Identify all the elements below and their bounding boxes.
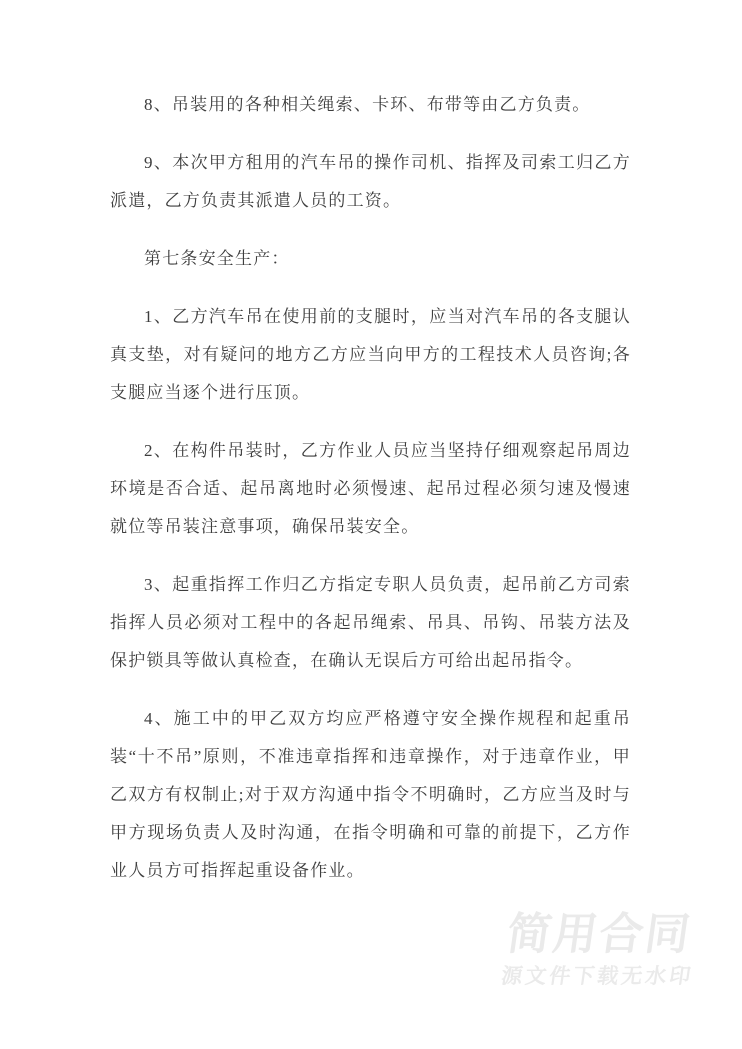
watermark [500, 912, 703, 989]
watermark-tagline-text: 源文件下载无水印 [499, 965, 695, 988]
paragraph-article-7-heading: 第七条安全生产： [144, 249, 290, 268]
paragraph-item-9: 9、本次甲方租用的汽车吊的操作司机、指挥及司索工归乙方派遣，乙方负责其派遣人员的工资。 [110, 153, 631, 210]
paragraph-item-8: 8、吊装用的各种相关绳索、卡环、布带等由乙方负责。 [144, 95, 591, 114]
paragraph-safety-2: 2、在构件吊装时，乙方作业人员应当坚持仔细观察起吊周边环境是否合适、起吊离地时必须慢速、起吊过程必须匀速及慢速就位等吊装注意事项，确保吊装安全。 [110, 441, 631, 536]
watermark-brand-text: 简用合同 [503, 910, 695, 959]
paragraph-safety-4: 4、施工中的甲乙双方均应严格遵守安全操作规程和起重吊装“十不吊”原则，不准违章指挥和违章操作，对于违章作业，甲乙双方有权制止;对于双方沟通中指令不明确时，乙方应当及时与甲方现场负责人及时沟通，在指令明确和可靠的前提下，乙方作业人员方可指挥起重设备作业。 [110, 709, 631, 880]
contract-body [110, 86, 631, 910]
paragraph-safety-3: 3、起重指挥工作归乙方指定专职人员负责，起吊前乙方司索指挥人员必须对工程中的各起吊绳索、吊具、吊钩、吊装方法及保护锁具等做认真检查，在确认无误后方可给出起吊指令。 [110, 575, 631, 670]
paragraph-safety-1: 1、乙方汽车吊在使用前的支腿时，应当对汽车吊的各支腿认真支垫，对有疑问的地方乙方应当向甲方的工程技术人员咨询;各支腿应当逐个进行压顶。 [110, 307, 631, 402]
